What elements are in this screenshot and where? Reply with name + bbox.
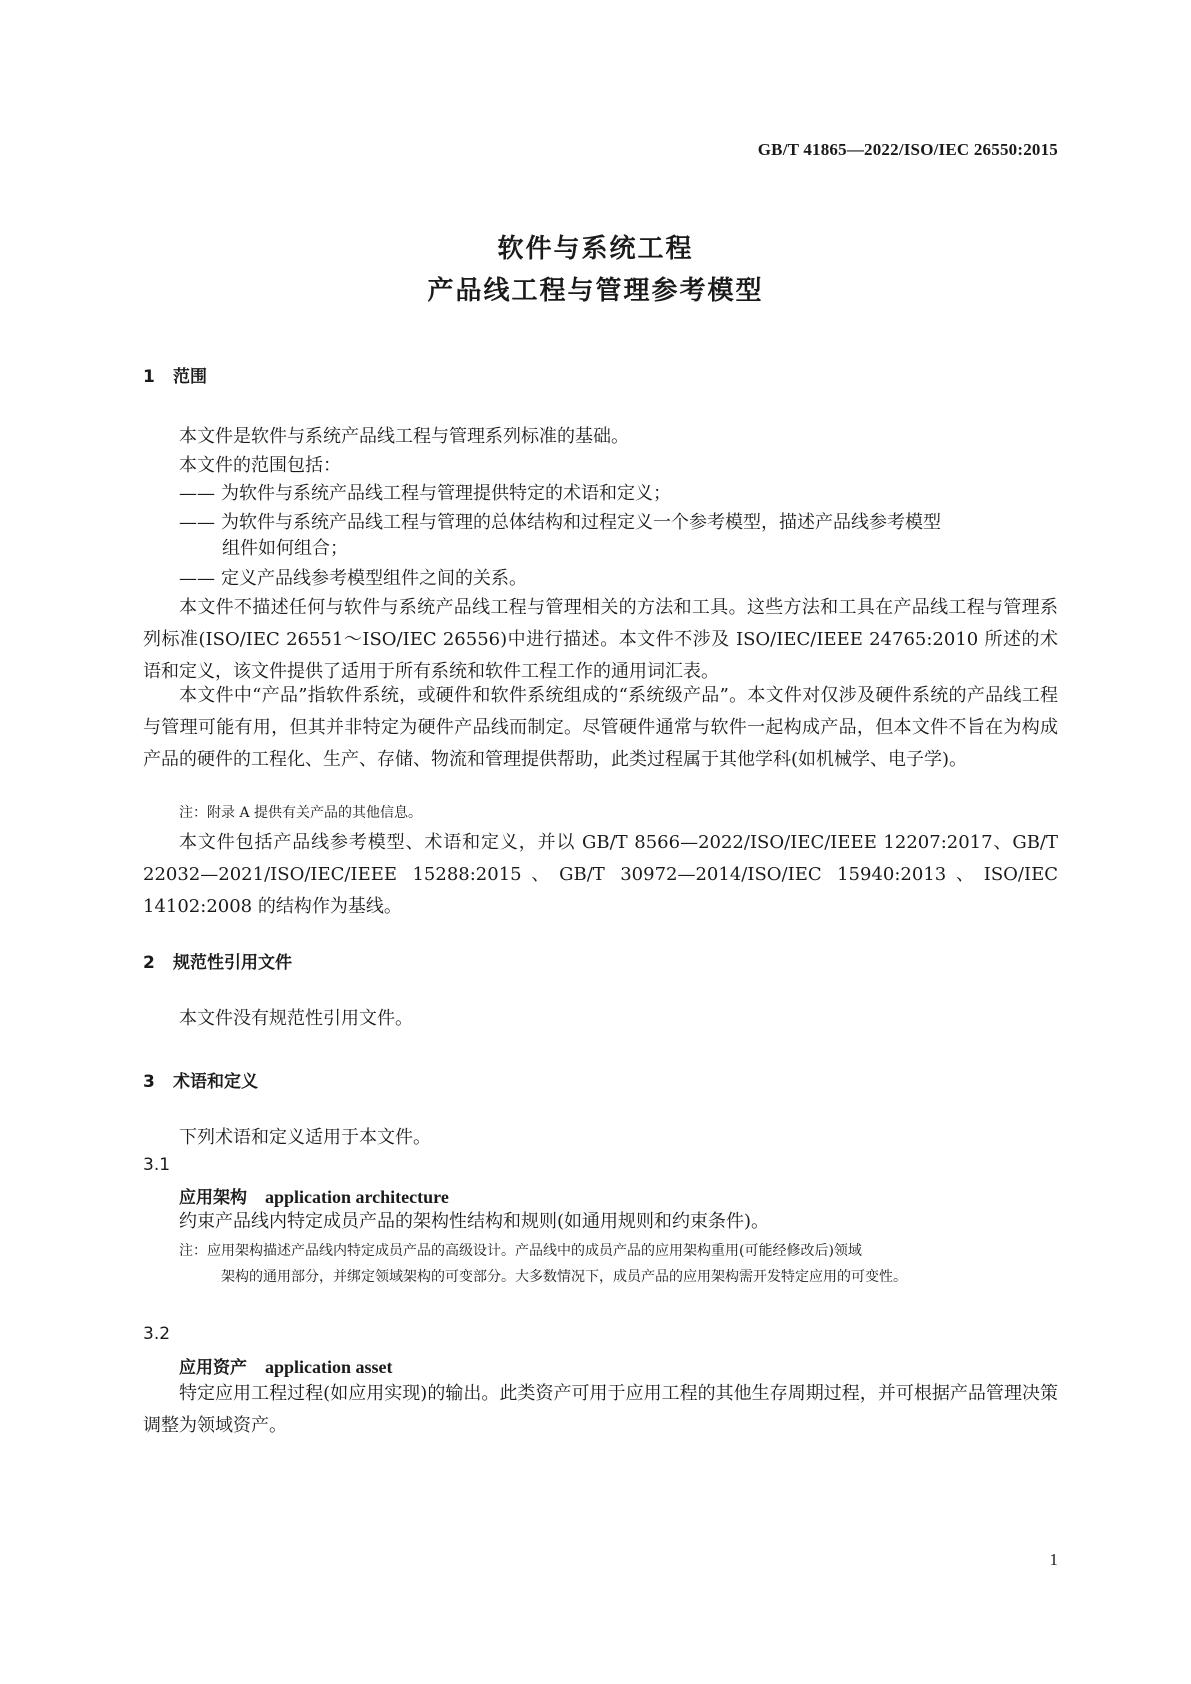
section-title: 范围	[173, 367, 207, 387]
section-heading-terms	[143, 1067, 258, 1092]
scope-paragraph-1: 本文件是软件与系统产品线工程与管理系列标准的基础。	[179, 426, 629, 447]
document-title-line2: 产品线工程与管理参考模型	[427, 276, 764, 306]
dash-mark: ——	[179, 483, 215, 504]
section-number: 2	[143, 953, 155, 973]
section-number: 3	[143, 1072, 155, 1092]
term-english: application asset	[265, 1357, 393, 1377]
scope-paragraph-2: 本文件的范围包括：	[179, 455, 341, 476]
scope-paragraph-4: 本文件中“产品”指软件系统，或硬件和软件系统组成的“系统级产品”。本文件对仅涉及硬件系统的产品线工程与管理可能有用，但其并非特定为硬件产品线而制定。尽管硬件通常与软件一起构成产品，但本文件不旨在为构成产品的硬件的工程化、生产、存储、物流和管理提供帮助，此类过程属于其他学科(如机械学、电子学)。	[143, 685, 1058, 770]
term-entry-application-asset	[179, 1353, 393, 1378]
document-code-header: GB/T 41865—2022/ISO/IEC 26550:2015	[757, 140, 1058, 159]
scope-paragraph-5: 本文件包括产品线参考模型、术语和定义，并以 GB/T 8566—2022/ISO/IEC/IEEE 12207:2017、GB/T 22032—2021/ISO/IEC/IEEE 15288:2015、GB/T 30972—2014/ISO/IEC 15940:2013、ISO/IEC 14102:2008 的结构作为基线。	[143, 832, 1058, 917]
section-number: 1	[143, 367, 155, 387]
section-heading-scope	[143, 362, 207, 387]
scope-paragraph-3: 本文件不描述任何与软件与系统产品线工程与管理相关的方法和工具。这些方法和工具在产品线工程与管理系列标准(ISO/IEC 26551～ISO/IEC 26556)中进行描述。本文件不涉及 ISO/IEC/IEEE 24765:2010 所述的术语和定义，该文件提供了适用于所有系统和软件工程工作的通用词汇表。	[143, 597, 1058, 682]
term-chinese: 应用架构	[179, 1188, 247, 1208]
term-note: 注：应用架构描述产品线内特定成员产品的高级设计。产品线中的成员产品的应用架构重用(可能经修改后)领域	[179, 1243, 862, 1259]
term-number-3-1: 3.1	[143, 1155, 171, 1175]
scope-list-item-3	[179, 563, 1058, 594]
dash-mark: ——	[179, 568, 215, 589]
term-english: application architecture	[265, 1187, 449, 1207]
page-number: 1	[1049, 1550, 1058, 1569]
normative-paragraph: 本文件没有规范性引用文件。	[179, 1008, 413, 1029]
list-item-text: 为软件与系统产品线工程与管理的总体结构和过程定义一个参考模型，描述产品线参考模型	[221, 512, 941, 533]
term-definition: 约束产品线内特定成员产品的架构性结构和规则(如通用规则和约束条件)。	[179, 1211, 770, 1232]
scope-note: 注：附录 A 提供有关产品的其他信息。	[179, 805, 423, 821]
list-item-text: 定义产品线参考模型组件之间的关系。	[221, 568, 527, 589]
list-item-text: 为软件与系统产品线工程与管理提供特定的术语和定义；	[221, 483, 671, 504]
terms-intro: 下列术语和定义适用于本文件。	[179, 1127, 431, 1148]
dash-mark: ——	[179, 512, 215, 533]
term-number-3-2: 3.2	[143, 1324, 171, 1344]
term-chinese: 应用资产	[179, 1358, 247, 1378]
document-title-line1: 软件与系统工程	[497, 234, 694, 264]
section-heading-normative-references	[143, 948, 292, 973]
term-note-continued: 架构的通用部分，并绑定领域架构的可变部分。大多数情况下，成员产品的应用架构需开发特定应用的可变性。	[221, 1269, 907, 1285]
term-entry-application-architecture	[179, 1183, 449, 1208]
section-title: 术语和定义	[173, 1072, 258, 1092]
section-title: 规范性引用文件	[173, 953, 292, 973]
scope-list-item-1	[179, 478, 1058, 509]
term-definition: 特定应用工程过程(如应用实现)的输出。此类资产可用于应用工程的其他生存周期过程，并可根据产品管理决策调整为领域资产。	[143, 1383, 1058, 1436]
scope-list-item-2-continued: 组件如何组合；	[222, 538, 348, 559]
